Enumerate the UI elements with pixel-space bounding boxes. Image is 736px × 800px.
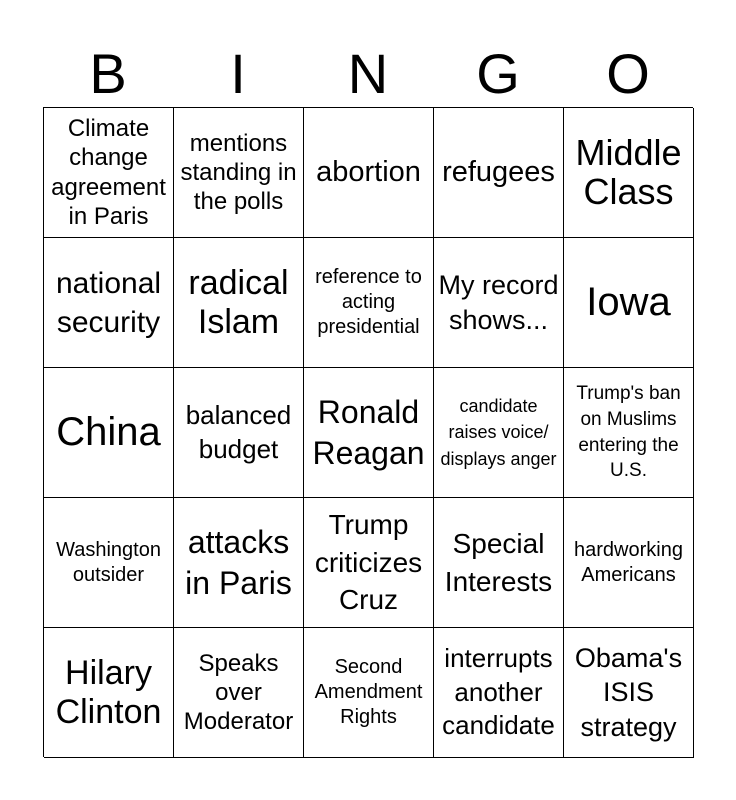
bingo-cell — [564, 368, 694, 498]
bingo-cell-text: hardworking Americans — [574, 538, 683, 586]
bingo-cell — [304, 368, 434, 498]
bingo-cell — [564, 628, 694, 758]
bingo-cell — [174, 368, 304, 498]
bingo-cell-text: Second Amendment Rights — [314, 656, 423, 728]
bingo-cell-text: Washington outsider — [56, 538, 161, 586]
bingo-cell — [44, 498, 174, 628]
bingo-cell — [44, 238, 174, 368]
bingo-cell-text: Ronald Reagan — [312, 394, 425, 471]
bingo-cell — [434, 628, 564, 758]
bingo-cell — [304, 498, 434, 628]
header-letter-b: B — [89, 42, 127, 105]
bingo-cell — [564, 108, 694, 238]
bingo-cell-text: China — [56, 409, 161, 454]
bingo-cell-text: attacks in Paris — [185, 524, 292, 601]
bingo-cell — [44, 108, 174, 238]
bingo-cell — [434, 238, 564, 368]
bingo-cell — [44, 628, 174, 758]
bingo-cell — [174, 628, 304, 758]
bingo-cell-text: Hilary Clinton — [55, 654, 162, 731]
bingo-cell-text: My record shows... — [438, 269, 559, 335]
bingo-cell-text: refugees — [442, 155, 555, 188]
bingo-cell-text: radical Islam — [188, 264, 289, 341]
bingo-cell — [174, 238, 304, 368]
bingo-cell — [434, 368, 564, 498]
bingo-cell-text: reference to acting presidential — [315, 266, 422, 338]
bingo-cell — [44, 368, 174, 498]
bingo-cell-text: Middle Class — [575, 131, 682, 212]
bingo-cell-text: Obama's ISIS strategy — [574, 642, 683, 742]
bingo-cell-text: Trump's ban on Muslims entering the U.S. — [576, 383, 681, 482]
bingo-cell — [434, 498, 564, 628]
bingo-cell — [174, 108, 304, 238]
bingo-cell-text: national security — [55, 266, 162, 339]
bingo-cell — [174, 498, 304, 628]
bingo-cell — [304, 238, 434, 368]
bingo-cell — [304, 628, 434, 758]
bingo-cell-text: abortion — [316, 155, 421, 188]
header-letter-o: O — [606, 42, 650, 105]
header-letter-g: G — [476, 42, 520, 105]
bingo-header — [43, 40, 693, 108]
bingo-cell — [564, 498, 694, 628]
bingo-cell-text: Climate change agreement in Paris — [51, 114, 166, 230]
bingo-cell-text: balanced budget — [185, 399, 292, 464]
bingo-cell-text: mentions standing in the polls — [180, 129, 297, 216]
bingo-cell-text: Iowa — [586, 279, 671, 324]
bingo-cell-text: Special Interests — [444, 527, 553, 597]
bingo-cell-text: interrupts another candidate — [442, 642, 555, 741]
bingo-cell-text: Speaks over Moderator — [183, 649, 294, 736]
bingo-card — [43, 107, 693, 757]
header-letter-i: I — [230, 42, 246, 105]
bingo-cell — [564, 238, 694, 368]
bingo-cell — [304, 108, 434, 238]
header-letter-n: N — [347, 42, 389, 105]
bingo-cell — [434, 108, 564, 238]
bingo-cell-text: candidate raises voice/ displays anger — [440, 396, 557, 469]
bingo-cell-text: Trump criticizes Cruz — [314, 508, 423, 616]
